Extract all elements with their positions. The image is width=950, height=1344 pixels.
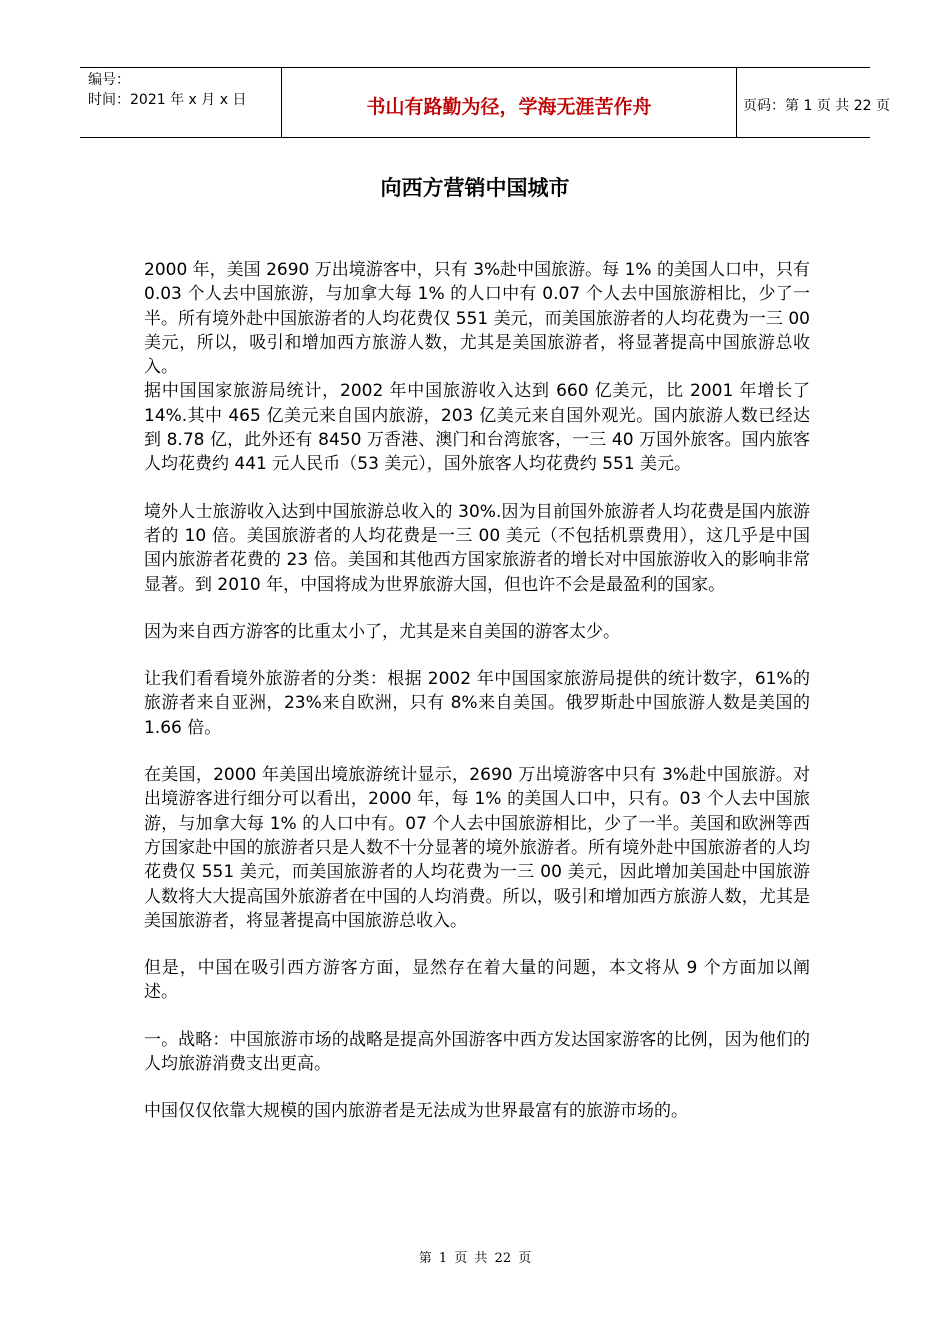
paragraph-8: 一。战略：中国旅游市场的战略是提高外国游客中西方发达国家游客的比例，因为他们的人均旅游消费支出更高。: [144, 1029, 810, 1075]
paragraph-7: 但是，中国在吸引西方游客方面，显然存在着大量的问题，本文将从 9 个方面加以阐述。: [144, 958, 810, 1003]
page-header: [80, 67, 890, 138]
paragraph-3: 境外人士旅游收入达到中国旅游总收入的 30%.因为目前国外旅游者人均花费是国内旅游者的 10 倍。美国旅游者的人均花费是一三 00 美元（不包括机票费用），这几乎是中国国内旅游者花费的 23 倍。美国和其他西方国家旅游者的增长对中国旅游收入的影响非常显著。到 2010 年，中国将成为世界旅游大国，但也许不会是最盈利的国家。: [144, 501, 810, 595]
paragraph-9: 中国仅仅依靠大规模的国内旅游者是无法成为世界最富有的旅游市场的。: [144, 1101, 688, 1122]
document-body: [144, 258, 810, 1124]
paragraph-4: 因为来自西方游客的比重太小了，尤其是来自美国的游客太少。: [144, 621, 620, 642]
header-page-cell: [736, 68, 890, 137]
header-motto-cell: [281, 68, 737, 137]
document-date-label: 时间：2021 年 x 月 x 日: [88, 92, 247, 108]
header-meta-cell: [80, 68, 281, 137]
document-title: 向西方营销中国城市: [380, 176, 570, 200]
header-motto: 书山有路勤为径，学海无涯苦作舟: [366, 96, 652, 118]
header-page-info: 页码：第 1 页 共 22 页: [743, 98, 890, 114]
paragraph-6: 在美国，2000 年美国出境旅游统计显示，2690 万出境游客中只有 3%赴中国旅游。对出境游客进行细分可以看出，2000 年，每 1% 的美国人口中，只有。03 个人去中国旅游，与加拿大每 1% 的人口中有。07 个人去中国旅游相比，少了一半。美国和欧洲等西方国家赴中国的旅游者只是人数不十分显著的境外旅游者。所有境外赴中国旅游者的人均花费仅 551 美元，而美国旅游者的人均花费为一三 00 美元，因此增加美国赴中国旅游人数将大大提高国外旅游者在中国的人均消费。所以，吸引和增加西方旅游人数，尤其是美国旅游者，将显著提高中国旅游总收入。: [144, 765, 810, 931]
paragraph-1: 2000 年，美国 2690 万出境游客中，只有 3%赴中国旅游。每 1% 的美国人口中，只有 0.03 个人去中国旅游，与加拿大每 1% 的人口中有 0.07 个人去中国旅游相比，少了一半。所有境外赴中国旅游者的人均花费仅 551 美元，而美国旅游者的人均花费为一三 00 美元，所以，吸引和增加西方旅游人数，尤其是美国旅游者，将显著提高中国旅游总收入。: [144, 260, 810, 378]
document-number-label: 编号：: [88, 72, 130, 88]
paragraph-2: 据中国国家旅游局统计，2002 年中国旅游收入达到 660 亿美元，比 2001 年增长了 14%.其中 465 亿美元来自国内旅游，203 亿美元来自国外观光。国内旅游人数已经达到 8.78 亿，此外还有 8450 万香港、澳门和台湾旅客，一三 40 万国外旅客。国内旅客人均花费约 441 元人民币（53 美元），国外旅客人均花费约 551 美元。: [144, 381, 810, 475]
page-footer: 第 1 页 共 22 页: [418, 1251, 532, 1266]
paragraph-5: 让我们看看境外旅游者的分类：根据 2002 年中国国家旅游局提供的统计数字，61%的旅游者来自亚洲，23%来自欧洲，只有 8%来自美国。俄罗斯赴中国旅游人数是美国的 1.66 倍。: [144, 669, 810, 738]
